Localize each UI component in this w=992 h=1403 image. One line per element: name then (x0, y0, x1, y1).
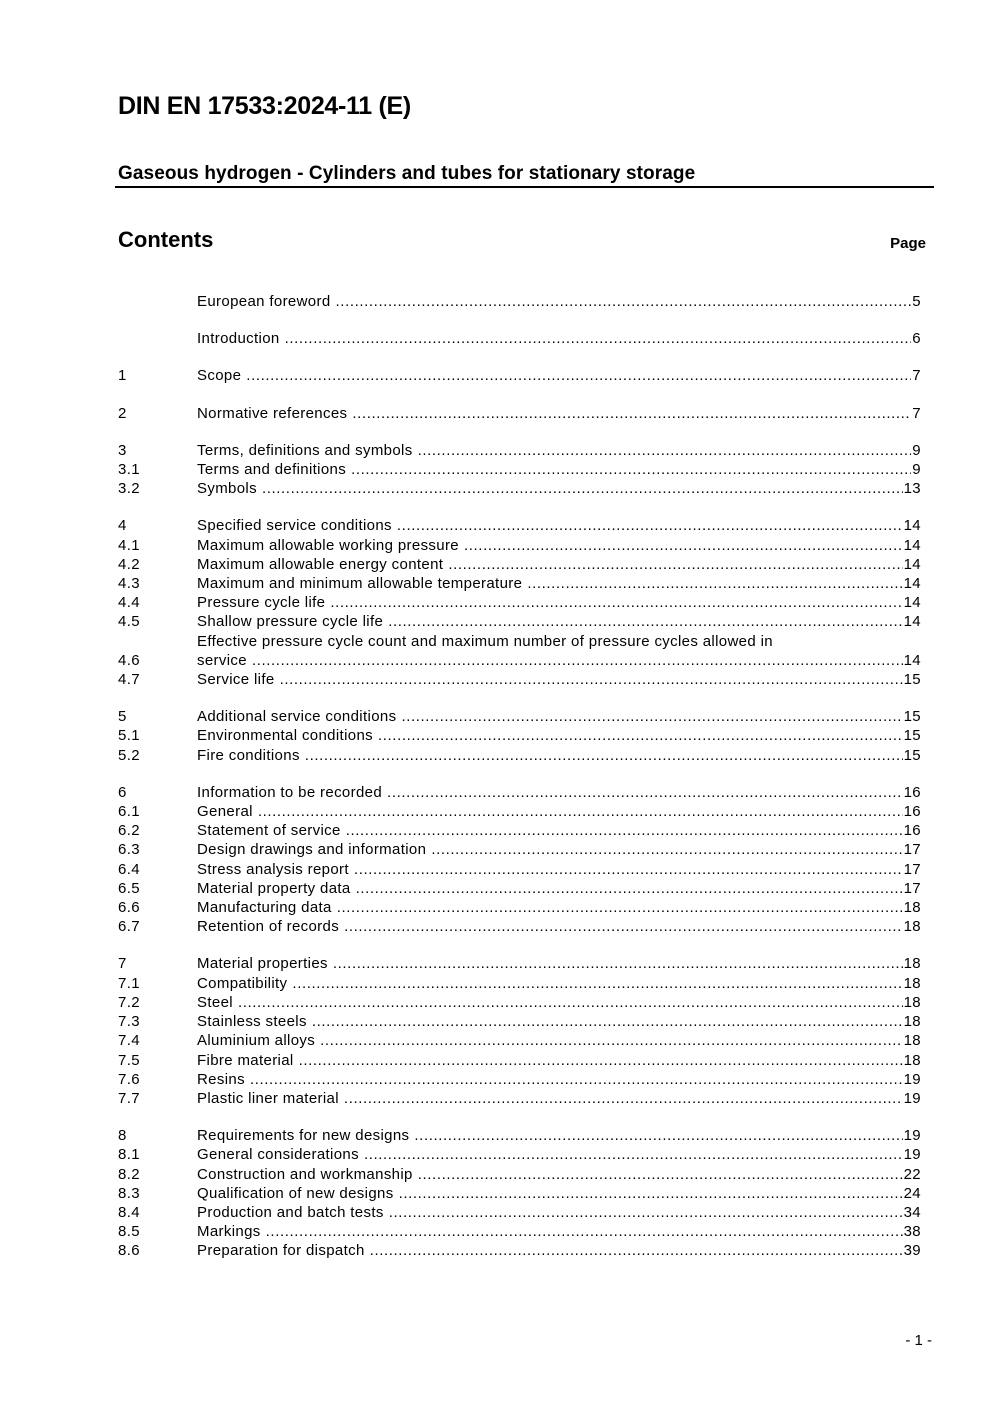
toc-entry-number: 8.4 (118, 1203, 140, 1221)
toc-entry-number: 7.7 (118, 1089, 140, 1107)
toc-entry-number: 4 (118, 517, 127, 535)
toc-entry[interactable] (118, 821, 921, 840)
toc-entry-body (197, 1126, 921, 1145)
toc-entry[interactable] (118, 726, 921, 745)
toc-entry-title: Pressure cycle life (197, 594, 326, 612)
toc-entry-body (197, 460, 921, 479)
toc-entry-body (197, 555, 921, 574)
toc-entry-page: 18 (903, 1032, 921, 1050)
toc-entry-page: 14 (903, 651, 921, 669)
toc-entry-page: 15 (903, 708, 921, 726)
toc-entry-number: 6.1 (118, 803, 140, 821)
toc-dot-leader (527, 574, 902, 593)
toc-entry[interactable] (118, 802, 921, 821)
toc-dot-leader (305, 746, 903, 765)
toc-dot-leader (448, 555, 902, 574)
toc-entry-page: 14 (903, 575, 921, 593)
toc-dot-leader (320, 1031, 902, 1050)
toc-entry-title: Construction and workmanship (197, 1165, 413, 1183)
toc-entry-page: 14 (903, 517, 921, 535)
toc-dot-leader (397, 516, 903, 535)
toc-entry[interactable] (118, 292, 921, 311)
toc-entry-number: 7 (118, 955, 127, 973)
toc-entry-title: Requirements for new designs (197, 1127, 410, 1145)
toc-entry-number: 7.4 (118, 1032, 140, 1050)
toc-entry[interactable] (118, 670, 921, 689)
toc-entry-title: Scope (197, 367, 242, 385)
toc-dot-leader (299, 1051, 903, 1070)
toc-group (118, 292, 921, 311)
toc-dot-leader (336, 292, 912, 311)
toc-dot-leader (356, 879, 903, 898)
table-of-contents (118, 292, 921, 1279)
toc-entry-title: Steel (197, 993, 233, 1011)
toc-entry-title: Compatibility (197, 974, 288, 992)
toc-entry-title: Maximum allowable working pressure (197, 536, 459, 554)
toc-entry-body (197, 632, 921, 670)
toc-entry-body (197, 898, 921, 917)
toc-entry-number: 7.3 (118, 1013, 140, 1031)
toc-entry-number: 3.1 (118, 461, 140, 479)
toc-entry-title: Stainless steels (197, 1013, 307, 1031)
toc-entry[interactable] (118, 593, 921, 612)
toc-dot-leader (337, 898, 903, 917)
toc-dot-leader (352, 404, 911, 423)
toc-entry-body (197, 441, 921, 460)
toc-entry[interactable] (118, 441, 921, 460)
toc-entry-body (197, 574, 921, 593)
toc-entry-title: Material properties (197, 955, 328, 973)
toc-entry-page: 18 (903, 1013, 921, 1031)
toc-entry-title: Additional service conditions (197, 708, 397, 726)
toc-entry-body (197, 1203, 921, 1222)
toc-entry-title: Maximum and minimum allowable temperature (197, 575, 523, 593)
toc-entry-number: 1 (118, 367, 127, 385)
toc-entry-number: 4.7 (118, 671, 140, 689)
toc-entry-title: Shallow pressure cycle life (197, 613, 384, 631)
toc-entry-body (197, 802, 921, 821)
toc-dot-leader (266, 1222, 903, 1241)
toc-entry-title: Effective pressure cycle count and maximum number of pressure cycles allowed in (197, 632, 773, 650)
toc-entry-number: 6.3 (118, 841, 140, 859)
toc-entry-page: 38 (903, 1223, 921, 1241)
toc-entry-title: General (197, 803, 253, 821)
toc-entry[interactable] (118, 1012, 921, 1031)
toc-entry[interactable] (118, 879, 921, 898)
toc-entry-title: Stress analysis report (197, 860, 349, 878)
toc-dot-leader (351, 460, 911, 479)
toc-entry[interactable] (118, 840, 921, 859)
toc-entry[interactable] (118, 536, 921, 555)
toc-entry-page: 19 (903, 1089, 921, 1107)
toc-entry-page: 18 (903, 1051, 921, 1069)
toc-entry[interactable] (118, 460, 921, 479)
toc-dot-leader (312, 1012, 903, 1031)
toc-entry-body (197, 1051, 921, 1070)
toc-entry-title: Environmental conditions (197, 727, 373, 745)
toc-entry-body (197, 821, 921, 840)
toc-entry-body (197, 879, 921, 898)
toc-entry[interactable] (118, 574, 921, 593)
toc-dot-leader (431, 840, 902, 859)
toc-entry[interactable] (118, 329, 921, 348)
toc-entry-page: 39 (903, 1242, 921, 1260)
toc-entry-body (197, 707, 921, 726)
toc-dot-leader (378, 726, 903, 745)
toc-entry-title: Design drawings and information (197, 841, 427, 859)
toc-entry-number: 8.2 (118, 1165, 140, 1183)
toc-group (118, 783, 921, 937)
toc-entry-body (197, 783, 921, 802)
toc-entry-number: 8.3 (118, 1184, 140, 1202)
toc-entry-page: 19 (903, 1070, 921, 1088)
toc-entry[interactable] (118, 783, 921, 802)
toc-entry-body (197, 860, 921, 879)
toc-dot-leader (262, 479, 903, 498)
toc-entry-body (197, 954, 921, 973)
toc-dot-leader (292, 974, 902, 993)
toc-entry-body (197, 292, 921, 311)
toc-dot-leader (238, 993, 903, 1012)
toc-entry-body (197, 593, 921, 612)
toc-dot-leader (250, 1070, 903, 1089)
toc-dot-leader (246, 366, 911, 385)
toc-entry-title: Preparation for dispatch (197, 1242, 365, 1260)
toc-dot-leader (285, 329, 912, 348)
toc-entry[interactable] (118, 707, 921, 726)
toc-entry-title: General considerations (197, 1146, 359, 1164)
toc-dot-leader (399, 1184, 903, 1203)
toc-entry[interactable] (118, 954, 921, 973)
toc-entry-number: 6 (118, 783, 127, 801)
page-column-heading: Page (890, 235, 926, 252)
toc-entry[interactable] (118, 993, 921, 1012)
toc-entry-page: 15 (903, 746, 921, 764)
toc-entry-title: Normative references (197, 404, 348, 422)
toc-entry-title: Markings (197, 1223, 261, 1241)
toc-entry-title: Qualification of new designs (197, 1184, 394, 1202)
toc-entry[interactable] (118, 746, 921, 765)
toc-entry-body (197, 536, 921, 555)
toc-entry[interactable] (118, 917, 921, 936)
toc-entry-page: 16 (903, 803, 921, 821)
toc-entry-body (197, 840, 921, 859)
toc-entry-number: 5.2 (118, 746, 140, 764)
toc-entry-page: 15 (903, 671, 921, 689)
toc-dot-leader (280, 670, 903, 689)
toc-entry-body (197, 1031, 921, 1050)
toc-entry-title: Introduction (197, 330, 280, 348)
toc-group (118, 404, 921, 423)
toc-entry-body (197, 366, 921, 385)
toc-entry-body (197, 917, 921, 936)
toc-entry-page: 18 (903, 899, 921, 917)
toc-dot-leader (252, 651, 903, 670)
toc-entry-number: 3 (118, 441, 127, 459)
toc-entry-title: Symbols (197, 480, 257, 498)
toc-entry-page: 6 (912, 330, 921, 348)
toc-group (118, 441, 921, 499)
toc-dot-leader (388, 612, 902, 631)
toc-entry-page: 9 (912, 461, 921, 479)
document-title-rule (115, 162, 934, 188)
toc-entry-page: 18 (903, 955, 921, 973)
toc-dot-leader (370, 1241, 903, 1260)
toc-entry-title: Terms and definitions (197, 461, 347, 479)
toc-dot-leader (330, 593, 902, 612)
toc-dot-leader (414, 1126, 902, 1145)
toc-entry-number: 2 (118, 404, 127, 422)
toc-entry[interactable] (118, 516, 921, 535)
toc-entry-body (197, 1222, 921, 1241)
toc-dot-leader (333, 954, 903, 973)
toc-dot-leader (418, 441, 912, 460)
toc-entry-page: 5 (912, 293, 921, 310)
toc-entry[interactable] (118, 860, 921, 879)
toc-entry-number: 4.4 (118, 594, 140, 612)
toc-group (118, 366, 921, 385)
toc-entry-body (197, 1241, 921, 1260)
toc-entry[interactable] (118, 366, 921, 385)
toc-dot-leader (346, 821, 903, 840)
toc-entry-number: 5 (118, 708, 127, 726)
toc-entry[interactable] (118, 555, 921, 574)
toc-entry-title: Material property data (197, 879, 351, 897)
toc-entry-title: European foreword (197, 293, 331, 310)
toc-entry-page: 19 (903, 1146, 921, 1164)
toc-entry-number: 3.2 (118, 480, 140, 498)
toc-entry-title: Service life (197, 671, 275, 689)
toc-entry[interactable] (118, 1070, 921, 1089)
toc-entry-number: 6.5 (118, 879, 140, 897)
toc-entry-body (197, 1184, 921, 1203)
toc-entry[interactable] (118, 479, 921, 498)
toc-entry-number: 6.7 (118, 918, 140, 936)
toc-entry-body (197, 329, 921, 348)
toc-dot-leader (401, 707, 902, 726)
toc-entry-number: 6.6 (118, 899, 140, 917)
toc-entry-continuation-line (197, 651, 921, 670)
toc-entry[interactable] (118, 1089, 921, 1108)
toc-entry-page: 18 (903, 974, 921, 992)
toc-entry-number: 8.1 (118, 1146, 140, 1164)
toc-entry-page: 17 (903, 841, 921, 859)
toc-entry-title-continuation: service (197, 651, 247, 669)
toc-entry-number: 4.1 (118, 536, 140, 554)
toc-entry-body (197, 612, 921, 631)
toc-entry-number: 6.4 (118, 860, 140, 878)
toc-entry-page: 14 (903, 555, 921, 573)
toc-entry[interactable] (118, 1126, 921, 1145)
toc-entry-number: 7.5 (118, 1051, 140, 1069)
toc-entry-number: 7.1 (118, 974, 140, 992)
toc-entry-page: 34 (903, 1203, 921, 1221)
toc-entry[interactable] (118, 1222, 921, 1241)
toc-entry-number: 7.2 (118, 993, 140, 1011)
toc-entry-number: 5.1 (118, 727, 140, 745)
toc-dot-leader (344, 917, 903, 936)
toc-entry-page: 14 (903, 594, 921, 612)
toc-group (118, 1126, 921, 1260)
toc-dot-leader (258, 802, 903, 821)
toc-dot-leader (464, 536, 903, 555)
toc-entry-page: 14 (903, 536, 921, 554)
toc-entry-page: 17 (903, 879, 921, 897)
toc-entry-body (197, 1070, 921, 1089)
toc-entry-page: 9 (912, 441, 921, 459)
toc-entry-title: Maximum allowable energy content (197, 555, 444, 573)
toc-entry-page: 16 (903, 822, 921, 840)
toc-entry[interactable] (118, 1184, 921, 1203)
toc-entry-title: Statement of service (197, 822, 341, 840)
toc-entry[interactable] (118, 1203, 921, 1222)
toc-entry-page: 22 (903, 1165, 921, 1183)
toc-entry-body (197, 726, 921, 745)
toc-entry-number: 6.2 (118, 822, 140, 840)
toc-entry-number: 8 (118, 1127, 127, 1145)
toc-entry-page: 15 (903, 727, 921, 745)
toc-entry-title: Specified service conditions (197, 517, 392, 535)
toc-entry-page: 16 (903, 783, 921, 801)
document-id: DIN EN 17533:2024-11 (E) (118, 92, 411, 120)
toc-entry[interactable] (118, 632, 921, 670)
toc-entry-title: Information to be recorded (197, 783, 383, 801)
toc-entry-title: Production and batch tests (197, 1203, 384, 1221)
toc-entry-page: 17 (903, 860, 921, 878)
toc-entry-title: Aluminium alloys (197, 1032, 316, 1050)
toc-entry[interactable] (118, 1145, 921, 1164)
toc-entry-page: 19 (903, 1127, 921, 1145)
toc-entry-body (197, 993, 921, 1012)
toc-entry[interactable] (118, 898, 921, 917)
toc-entry-body (197, 1089, 921, 1108)
toc-entry-number: 4.3 (118, 575, 140, 593)
toc-dot-leader (364, 1145, 903, 1164)
toc-entry-body (197, 1145, 921, 1164)
toc-dot-leader (387, 783, 903, 802)
toc-group (118, 516, 921, 689)
toc-entry-body (197, 1012, 921, 1031)
toc-entry-title: Fire conditions (197, 746, 300, 764)
toc-group (118, 329, 921, 348)
toc-entry-body (197, 746, 921, 765)
toc-entry[interactable] (118, 974, 921, 993)
toc-entry-page: 13 (903, 480, 921, 498)
toc-entry-page: 7 (912, 367, 921, 385)
toc-entry-page: 24 (903, 1184, 921, 1202)
toc-entry[interactable] (118, 1051, 921, 1070)
toc-entry-title: Terms, definitions and symbols (197, 441, 413, 459)
toc-entry-title: Fibre material (197, 1051, 294, 1069)
toc-group (118, 954, 921, 1108)
toc-group (118, 707, 921, 765)
toc-entry-body (197, 479, 921, 498)
toc-entry[interactable] (118, 1241, 921, 1260)
toc-entry-title: Plastic liner material (197, 1089, 339, 1107)
toc-entry-body (197, 404, 921, 423)
toc-entry-page: 7 (912, 404, 921, 422)
toc-entry-number: 8.6 (118, 1242, 140, 1260)
toc-entry[interactable] (118, 612, 921, 631)
toc-entry-number: 4.6 (118, 651, 140, 669)
toc-entry-body (197, 974, 921, 993)
document-title: Gaseous hydrogen - Cylinders and tubes for stationary storage (118, 163, 696, 184)
toc-entry-body (197, 1165, 921, 1184)
toc-entry-page: 18 (903, 918, 921, 936)
toc-dot-leader (354, 860, 903, 879)
toc-entry-number: 4.5 (118, 613, 140, 631)
toc-entry[interactable] (118, 1031, 921, 1050)
toc-entry-number: 8.5 (118, 1223, 140, 1241)
toc-entry[interactable] (118, 404, 921, 423)
toc-dot-leader (389, 1203, 903, 1222)
toc-entry-page: 18 (903, 993, 921, 1011)
toc-entry-title: Manufacturing data (197, 899, 332, 917)
contents-heading: Contents (118, 227, 214, 252)
toc-dot-leader (418, 1165, 903, 1184)
toc-entry-title: Resins (197, 1070, 245, 1088)
toc-entry-title: Retention of records (197, 918, 340, 936)
toc-entry-number: 4.2 (118, 555, 140, 573)
toc-dot-leader (344, 1089, 903, 1108)
toc-entry-page: 14 (903, 613, 921, 631)
toc-entry-body (197, 670, 921, 689)
page-number: - 1 - (905, 1332, 932, 1349)
toc-entry-body (197, 516, 921, 535)
toc-entry-number: 7.6 (118, 1070, 140, 1088)
toc-entry[interactable] (118, 1165, 921, 1184)
